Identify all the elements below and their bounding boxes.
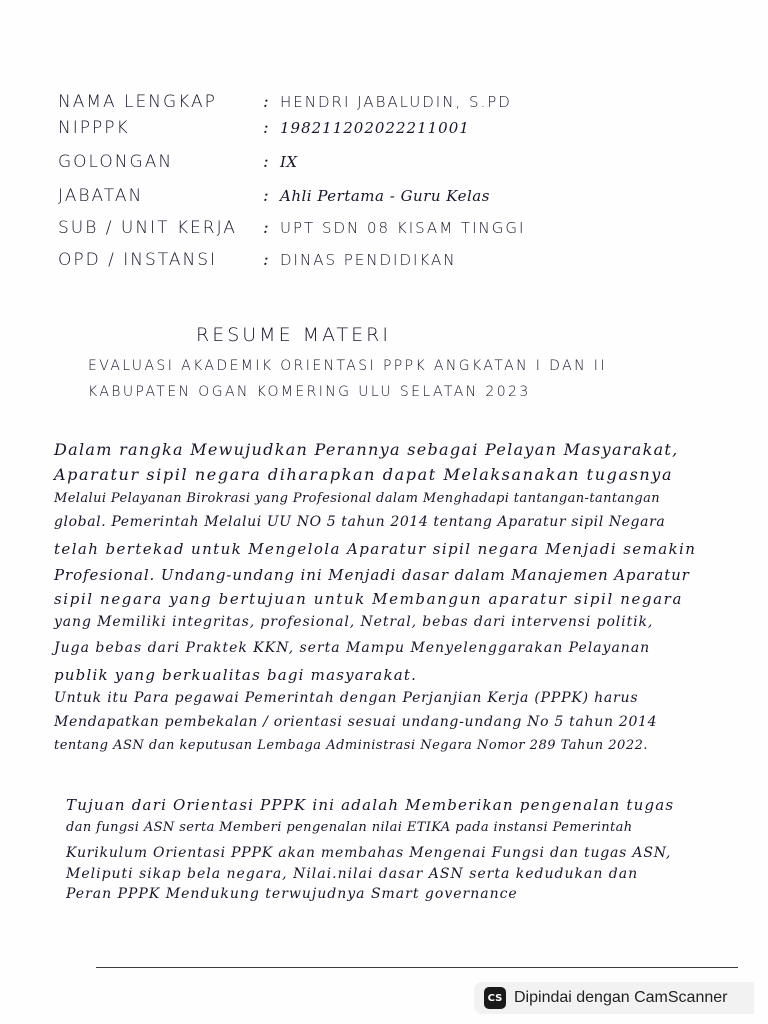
identity-colon: : (263, 218, 270, 238)
identity-value: 198211202022211001 (280, 119, 470, 137)
camscanner-text: Dipindai dengan CamScanner (514, 989, 728, 1006)
identity-value: Ahli Pertama - Guru Kelas (280, 187, 490, 205)
text-line: Aparatur sipil negara diharapkan dapat Melaksanakan tugasnya (54, 465, 674, 484)
text-line: Tujuan dari Orientasi PPPK ini adalah Memberikan pengenalan tugas (66, 796, 675, 814)
text-line: Kurikulum Orientasi PPPK akan membahas Mengenai Fungsi dan tugas ASN, (66, 845, 672, 861)
identity-value: HENDRI JABALUDIN, S.PD (280, 93, 512, 111)
text-line: Juga bebas dari Praktek KKN, serta Mampu Menyelenggarakan Pelayanan (54, 640, 651, 656)
identity-label: JABATAN (58, 186, 144, 206)
text-line: telah bertekad untuk Mengelola Aparatur sipil negara Menjadi semakin (54, 540, 697, 558)
text-line: Dalam rangka Mewujudkan Perannya sebagai Pelayan Masyarakat, (54, 440, 679, 459)
identity-colon: : (263, 152, 270, 172)
text-line: dan fungsi ASN serta Memberi pengenalan nilai ETIKA pada instansi Pemerintah (66, 820, 633, 835)
identity-label: SUB / UNIT KERJA (58, 218, 237, 238)
text-line: sipil negara yang bertujuan untuk Membangun aparatur sipil negara (54, 590, 683, 608)
text-line: Meliputi sikap bela negara, Nilai.nilai dasar ASN serta kedudukan dan (66, 866, 639, 882)
text-line: Profesional. Undang-undang ini Menjadi dasar dalam Manajemen Aparatur (54, 566, 690, 584)
identity-value: UPT SDN 08 KISAM TINGGI (280, 219, 526, 237)
text-line: global. Pemerintah Melalui UU NO 5 tahun 2014 tentang Aparatur sipil Negara (54, 514, 666, 530)
identity-colon: : (263, 118, 270, 138)
identity-value: IX (280, 153, 298, 171)
identity-colon: : (263, 92, 270, 112)
identity-row-golongan (58, 148, 718, 178)
identity-row-jabatan (58, 182, 718, 212)
identity-colon: : (263, 250, 270, 270)
text-line: yang Memiliki integritas, profesional, Netral, bebas dari intervensi politik, (54, 614, 654, 630)
resume-subtitle-line1: EVALUASI AKADEMIK ORIENTASI PPPK ANGKATAN I DAN II (88, 358, 607, 374)
text-line: Untuk itu Para pegawai Pemerintah dengan Perjanjian Kerja (PPPK) harus (54, 690, 639, 706)
identity-label: GOLONGAN (58, 152, 174, 172)
identity-colon: : (263, 186, 270, 206)
text-line: Mendapatkan pembekalan / orientasi sesuai undang-undang No 5 tahun 2014 (54, 714, 658, 730)
identity-row-instansi (58, 246, 718, 276)
identity-row-nipppk (58, 114, 718, 144)
identity-label: OPD / INSTANSI (58, 250, 217, 270)
resume-subtitle-line2: KABUPATEN OGAN KOMERING ULU SELATAN 2023 (88, 384, 531, 400)
camscanner-watermark (474, 982, 754, 1014)
camscanner-icon: CS (484, 987, 506, 1009)
text-line: Melalui Pelayanan Birokrasi yang Profesional dalam Menghadapi tantangan-tantangan (54, 491, 661, 506)
resume-title: RESUME MATERI (196, 324, 391, 346)
bottom-divider (96, 967, 738, 968)
identity-row-unit-kerja (58, 214, 718, 244)
text-line: publik yang berkualitas bagi masyarakat. (54, 666, 418, 684)
identity-label: NIPPPK (58, 118, 130, 138)
identity-label: NAMA LENGKAP (58, 92, 217, 112)
text-line: Peran PPPK Mendukung terwujudnya Smart governance (66, 886, 518, 902)
identity-value: DINAS PENDIDIKAN (280, 251, 457, 269)
text-line: tentang ASN dan keputusan Lembaga Administrasi Negara Nomor 289 Tahun 2022. (54, 738, 648, 753)
